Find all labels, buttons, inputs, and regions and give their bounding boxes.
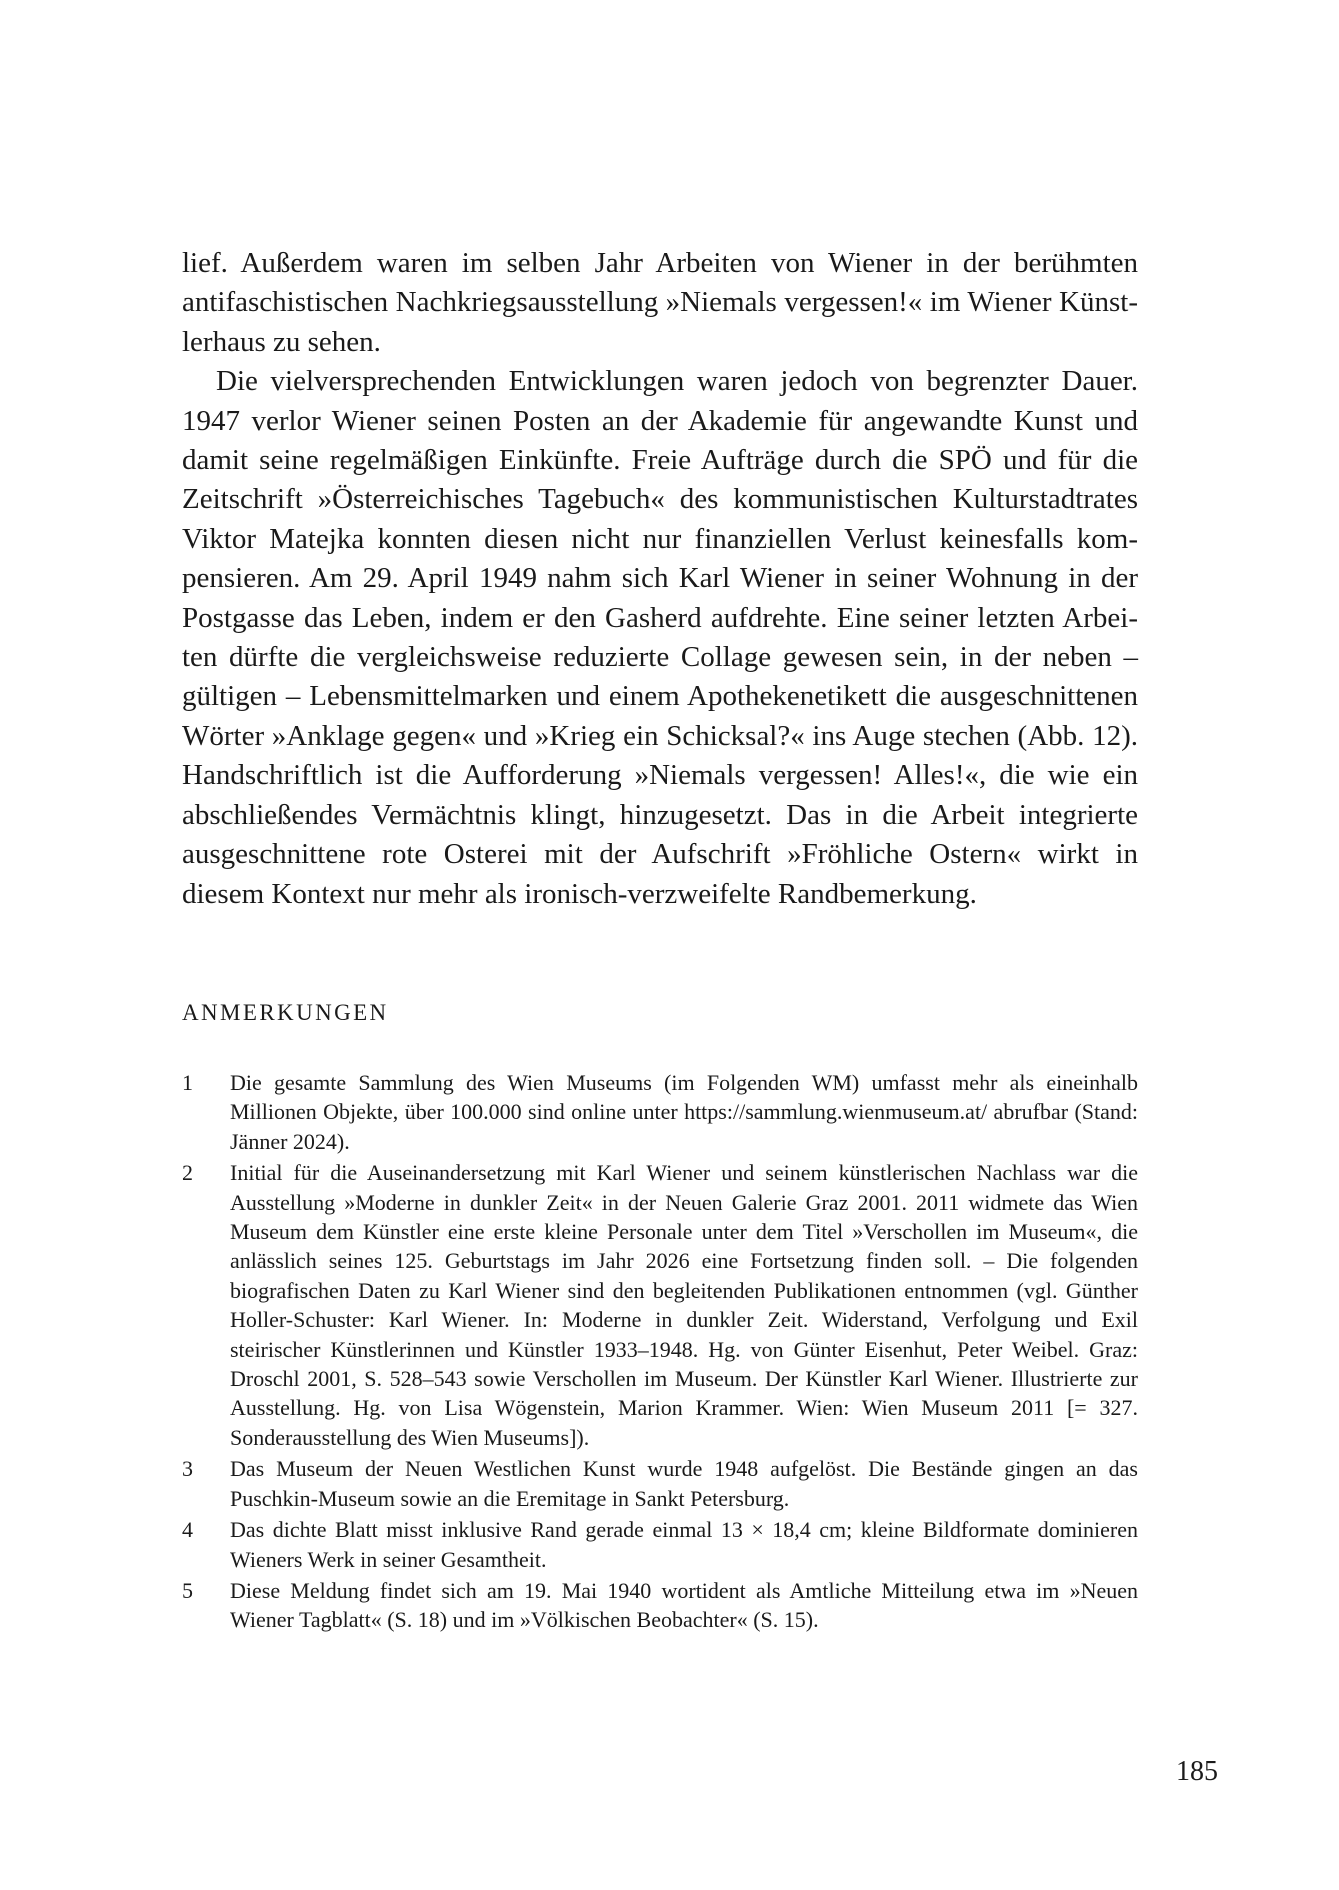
endnote-text: Die gesamte Sammlung des Wien Museums (im Folgenden WM) umfasst mehr als eineinhalb Millionen Objekte, über 100.000 sind online unter https://sammlung.wienmuseum.at/ abrufbar (Stand: Jänner 2024). — [230, 1070, 1138, 1154]
endnote-text: Diese Meldung findet sich am 19. Mai 1940 wortident als Amtliche Mitteilung etwa im »Neuen Wiener Tagblatt« (S. 18) und im »Völkischen Beobachter« (S. 15). — [230, 1577, 1138, 1633]
endnote — [182, 1454, 1138, 1513]
paragraph: Die vielversprechenden Entwicklungen waren jedoch von begrenzter Dauer. 1947 verlor Wiener seinen Posten an der Akademie für angewandte Kunst und damit seine regelmäßigen Einkünfte. Freie Aufträge durch die SPÖ und für die Zeitschrift »Österreichisches Tagebuch« des kommunistischen Kulturstadtrates Viktor Matejka konnten diesen nicht nur finanziellen Verlust keinesfalls kompensieren. Am 29. April 1949 nahm sich Karl Wiener in seiner Wohnung in der Postgasse das Leben, indem er den Gasherd aufdrehte. Eine seiner letzten Arbeiten dürfte die vergleichsweise reduzierte Collage gewesen sein, in der neben – gültigen – Lebensmittelmarken und einem Apothekenetikett die ausgeschnittenen Wörter »Anklage gegen« und »Krieg ein Schicksal?« ins Auge stechen (Abb. 12). Handschriftlich ist die Aufforderung »Niemals vergessen! Alles!«, die wie ein abschließendes Vermächtnis klingt, hinzugesetzt. Das in die Arbeit integrierte ausgeschnittene rote Osterei mit der Aufschrift »Fröhliche Ostern« wirkt in diesem Kontext nur mehr als ironisch-verzweifelte Randbemerkung. — [182, 365, 1138, 910]
endnote-text: Das dichte Blatt misst inklusive Rand gerade einmal 13 × 18,4 cm; kleine Bildformate dominieren Wieners Werk in seiner Gesamtheit. — [230, 1517, 1138, 1572]
main-text — [182, 244, 1138, 914]
endnotes-list — [182, 1068, 1138, 1637]
endnote-text: Das Museum der Neuen Westlichen Kunst wurde 1948 aufgelöst. Die Bestände gingen an das Puschkin-Museum sowie an die Eremitage in Sankt Petersburg. — [230, 1456, 1138, 1511]
endnote-number: 2 — [182, 1160, 193, 1186]
endnote — [182, 1515, 1138, 1574]
endnote-number: 3 — [182, 1456, 193, 1482]
endnote-number: 5 — [182, 1577, 193, 1603]
endnote — [182, 1158, 1138, 1452]
notes-heading: ANMERKUNGEN — [182, 1000, 389, 1025]
endnote — [182, 1068, 1138, 1156]
endnote-number: 1 — [182, 1070, 193, 1095]
endnote — [182, 1576, 1138, 1635]
paragraph-continued: lief. Außerdem waren im selben Jahr Arbeiten von Wiener in der berühmten antifaschistischen Nachkriegsausstellung »Niemals vergessen!« im Wiener Künstlerhaus zu sehen. — [182, 247, 1138, 358]
page-number: 185 — [1176, 1756, 1218, 1787]
endnote-text: Initial für die Auseinandersetzung mit Karl Wiener und seinem künstlerischen Nachlass war die Ausstellung »Moderne in dunkler Zeit« in der Neuen Galerie Graz 2001. 2011 widmete das Wien Museum dem Künstler eine erste kleine Personale unter dem Titel »Verschollen im Museum«, die anlässlich seines 125. Geburtstags im Jahr 2026 eine Fortsetzung finden soll. – Die folgenden biografischen Daten zu Karl Wiener sind den begleitenden Publikationen entnommen (vgl. Günther Holler-Schuster: Karl Wiener. In: Moderne in dunkler Zeit. Widerstand, Verfolgung und Exil steirischer Künstlerinnen und Künstler 1933–1948. Hg. von Günter Eisenhut, Peter Weibel. Graz: Droschl 2001, S. 528–543 sowie Verschollen im Museum. Der Künstler Karl Wiener. Illustrierte zur Ausstellung. Hg. von Lisa Wögenstein, Marion Krammer. Wien: Wien Museum 2011 [= 327. Sonderausstellung des Wien Museums]). — [230, 1160, 1138, 1450]
endnote-number: 4 — [182, 1517, 193, 1543]
